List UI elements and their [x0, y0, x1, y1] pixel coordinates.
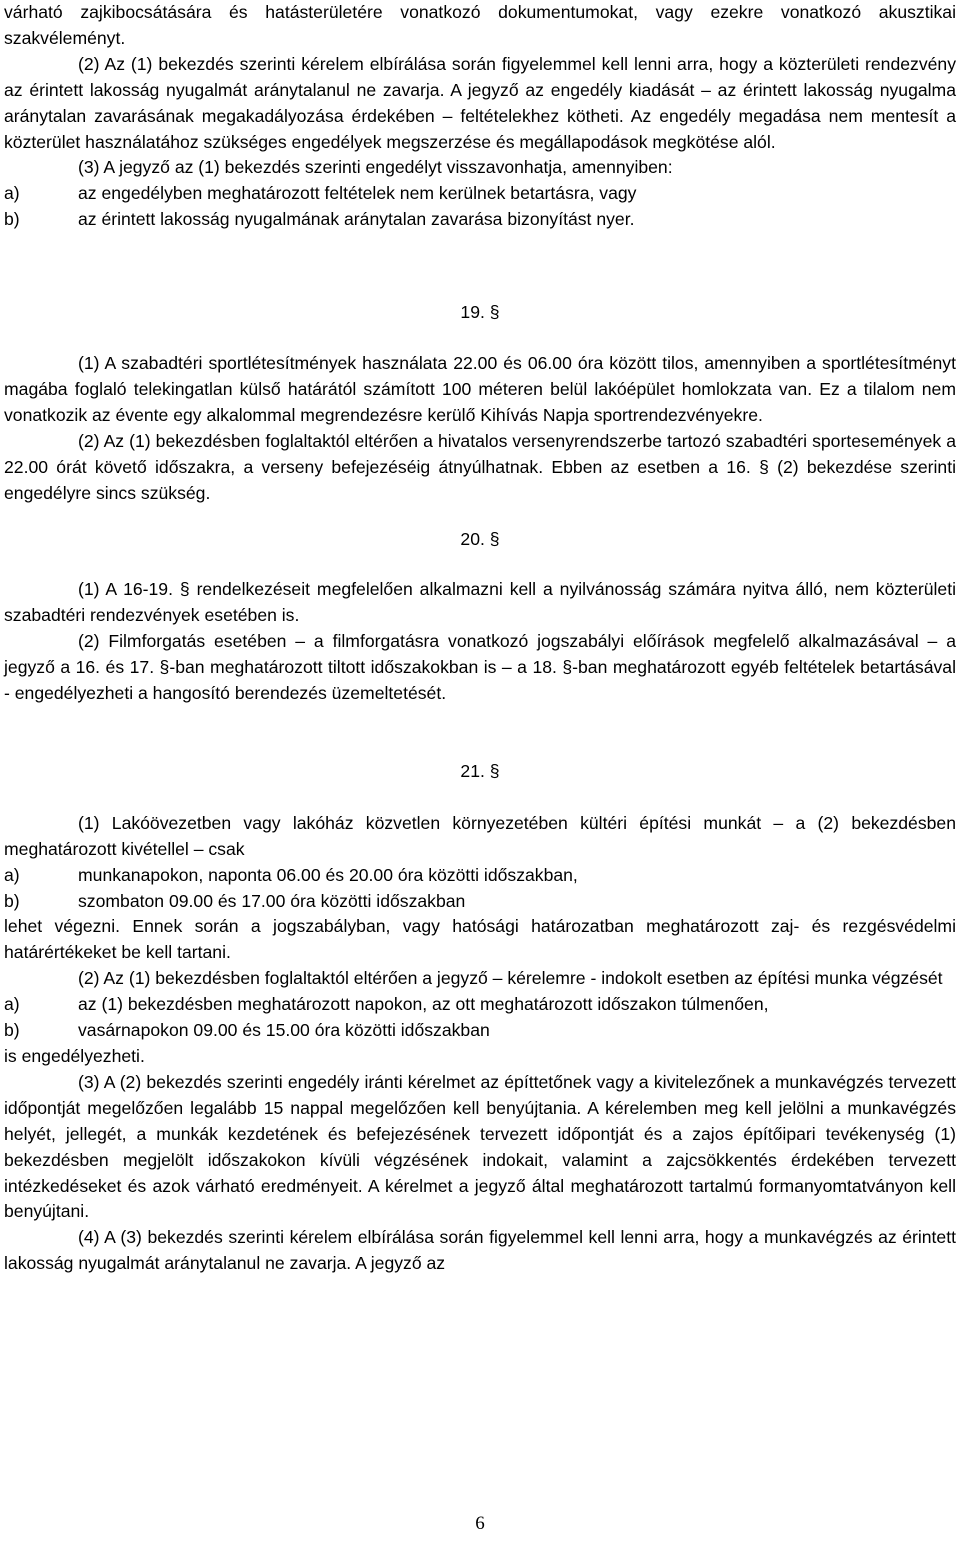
section-19-paragraph-1: (1) A szabadtéri sportlétesítmények használata 22.00 és 06.00 óra között tilos, amennyiben a sportlétesítményt magába foglaló telekingatlan külső határától számított 100 méteren belül lakóépület homlokzata van. Ez a tilalom nem vonatkozik az évente egy alkalommal megrendezésre kerülő Kihívás Napja sportrendezvényekre. [4, 353, 956, 425]
list-text: az érintett lakosság nyugalmának aránytalan zavarása bizonyítást nyer. [78, 209, 635, 230]
list-text: az engedélyben meghatározott feltételek nem kerülnek betartásra, vagy [78, 183, 637, 204]
section-heading-21: 21. § [460, 760, 500, 781]
list-label: b) [4, 890, 20, 911]
section-20-paragraph-1: (1) A 16-19. § rendelkezéseit megfelelően alkalmazni kell a nyilvánosság számára nyitva álló, nem közterületi szabadtéri rendezvények esetében is. [4, 579, 956, 626]
section-19-paragraph-2: (2) Az (1) bekezdésben foglaltaktól eltérően a hivatalos versenyrendszerbe tartozó szabadtéri sportesemények a 22.00 órát követő időszakra, a verseny befejezéséig átnyúlhatnak. Ebben az esetben a 16. § (2) bekezdése szerinti engedélyre sincs szükség. [4, 430, 956, 503]
section-21-paragraph-4: (4) A (3) bekezdés szerinti kérelem elbírálása során figyelemmel kell lenni arra, hogy a munkavégzés az érintett lakosság nyugalmát aránytalanul ne zavarja. A jegyző az [4, 1227, 956, 1274]
list-item [4, 181, 956, 207]
paragraph-2: (2) Az (1) bekezdés szerinti kérelem elbírálása során figyelemmel kell lenni arra, hogy a közterületi rendezvény az érintett lakosság nyugalmát aránytalanul ne zavarja. A jegyző az engedély kiadását – az érintett lakosság nyugalma aránytalan zavarásának megakadályozása érdekében – feltételekhez kötheti. Az engedély megadása nem mentesít a közterület használatához szükséges engedélyek megszerzése és megállapodások megkötése alól. [4, 53, 956, 152]
page-number: 6 [475, 1513, 485, 1534]
section-21-paragraph-1: (1) Lakóövezetben vagy lakóház közvetlen környezetében kültéri építési munkát – a (2) bekezdésben meghatározott kivétellel – csak [4, 812, 956, 859]
list-label: b) [4, 1020, 20, 1041]
list-item [4, 863, 956, 889]
section-21-paragraph-1-end: lehet végezni. Ennek során a jogszabályban, vagy hatósági határozatban meghatározott zaj- és rezgésvédelmi határértékeket be kell tartani. [4, 916, 956, 963]
paragraph-continuation: várható zajkibocsátására és hatásterületére vonatkozó dokumentumokat, vagy ezekre vonatkozó akusztikai szakvéleményt. [4, 2, 956, 48]
list-label: a) [4, 183, 20, 204]
list-item [4, 992, 956, 1018]
section-20-paragraph-2: (2) Filmforgatás esetében – a filmforgatásra vonatkozó jogszabályi előírások megfelelő alkalmazásával – a jegyző a 16. és 17. §-ban meghatározott tiltott időszakokban is – a 18. §-ban meghatározott egyéb feltételek betartásával - engedélyezheti a hangosító berendezés üzemeltetését. [4, 631, 956, 704]
section-21-paragraph-3: (3) A (2) bekezdés szerinti engedély iránti kérelmet az építtetőnek vagy a kivitelezőnek a munkavégzés tervezett időpontját megelőzően legalább 15 nappal megelőzően kell benyújtania. A kérelemben meg kell jelölni a munkavégzés helyét, jellegét, a munkák kezdetének és befejezésének tervezett időpontját és a zajos építőipari tevékenység (1) bekezdésben megjelölt időszakokon kívüli végzésének indokait, valamint a zajcsökkentés érdekében tervezett intézkedéseket és azok várható eredményeit. A kérelmet a jegyző által meghatározott tartalmú formanyomtatványon kell benyújtani. [4, 1071, 956, 1222]
list-item [4, 1018, 956, 1044]
document-page [4, 0, 956, 1277]
section-heading-20: 20. § [460, 528, 500, 549]
list-text: szombaton 09.00 és 17.00 óra közötti időszakban [78, 890, 466, 911]
list-label: a) [4, 994, 20, 1015]
list-item [4, 207, 956, 233]
paragraph-3: (3) A jegyző az (1) bekezdés szerinti engedélyt visszavonhatja, amennyiben: [78, 157, 673, 178]
list-label: a) [4, 864, 20, 885]
section-21-paragraph-2-end: is engedélyezheti. [4, 1046, 145, 1066]
list-label: b) [4, 209, 20, 230]
list-item [4, 889, 956, 915]
list-text: az (1) bekezdésben meghatározott napokon, az ott meghatározott időszakon túlmenően, [78, 994, 769, 1015]
list-text: vasárnapokon 09.00 és 15.00 óra közötti időszakban [78, 1020, 490, 1041]
section-heading-19: 19. § [460, 302, 500, 323]
list-text: munkanapokon, naponta 06.00 és 20.00 óra közötti időszakban, [78, 864, 578, 885]
section-21-paragraph-2: (2) Az (1) bekezdésben foglaltaktól eltérően a jegyző – kérelemre - indokolt esetben az építési munka végzését [78, 968, 943, 989]
